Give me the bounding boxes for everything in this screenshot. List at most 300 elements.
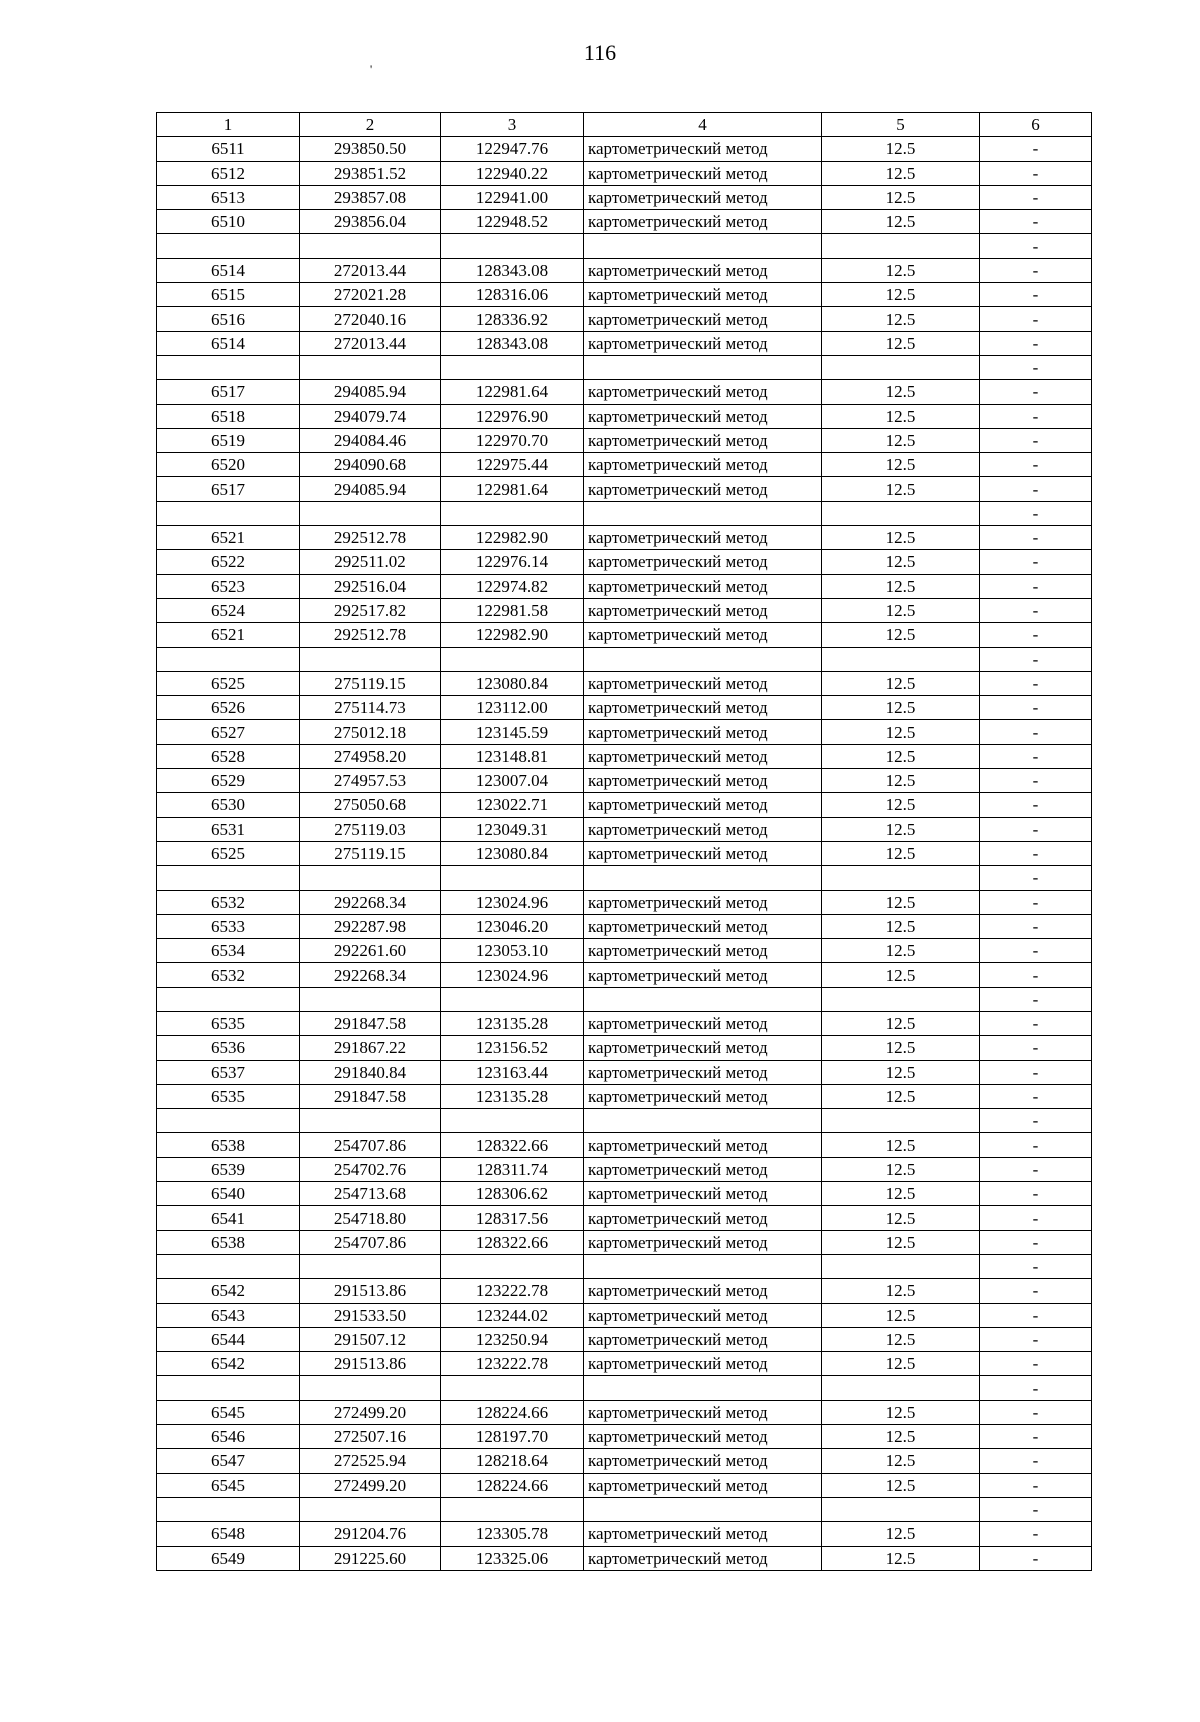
method-cell: картометрический метод <box>584 477 822 501</box>
method-cell: картометрический метод <box>584 1473 822 1497</box>
point-number-cell: 6532 <box>157 890 300 914</box>
table-row <box>157 283 1092 307</box>
point-number-cell: 6535 <box>157 1084 300 1108</box>
note-cell: - <box>980 355 1092 379</box>
note-cell: - <box>980 161 1092 185</box>
point-number-cell: 6542 <box>157 1352 300 1376</box>
accuracy-cell: 12.5 <box>822 841 980 865</box>
accuracy-cell: 12.5 <box>822 696 980 720</box>
point-number-cell: 6514 <box>157 331 300 355</box>
x-coordinate-cell <box>300 987 441 1011</box>
note-cell: - <box>980 744 1092 768</box>
method-cell <box>584 987 822 1011</box>
accuracy-cell: 12.5 <box>822 890 980 914</box>
method-cell: картометрический метод <box>584 623 822 647</box>
table-row <box>157 1352 1092 1376</box>
y-coordinate-cell: 123053.10 <box>441 939 584 963</box>
note-cell: - <box>980 1303 1092 1327</box>
point-number-cell: 6538 <box>157 1230 300 1254</box>
point-number-cell: 6542 <box>157 1279 300 1303</box>
y-coordinate-cell: 122974.82 <box>441 574 584 598</box>
table-row <box>157 1546 1092 1570</box>
table-row <box>157 1473 1092 1497</box>
x-coordinate-cell: 294079.74 <box>300 404 441 428</box>
point-number-cell: 6512 <box>157 161 300 185</box>
y-coordinate-cell <box>441 234 584 258</box>
table-row <box>157 1497 1092 1521</box>
method-cell: картометрический метод <box>584 890 822 914</box>
table-row <box>157 1109 1092 1133</box>
note-cell: - <box>980 598 1092 622</box>
x-coordinate-cell: 272021.28 <box>300 283 441 307</box>
table-row <box>157 890 1092 914</box>
table-row <box>157 720 1092 744</box>
y-coordinate-cell: 128224.66 <box>441 1473 584 1497</box>
point-number-cell <box>157 866 300 890</box>
table-row <box>157 380 1092 404</box>
method-cell: картометрический метод <box>584 963 822 987</box>
x-coordinate-cell: 294084.46 <box>300 428 441 452</box>
note-cell: - <box>980 1011 1092 1035</box>
y-coordinate-cell: 123046.20 <box>441 914 584 938</box>
y-coordinate-cell: 122976.90 <box>441 404 584 428</box>
y-coordinate-cell: 128343.08 <box>441 331 584 355</box>
table-row <box>157 696 1092 720</box>
accuracy-cell: 12.5 <box>822 914 980 938</box>
note-cell: - <box>980 1546 1092 1570</box>
accuracy-cell: 12.5 <box>822 1133 980 1157</box>
note-cell: - <box>980 793 1092 817</box>
point-number-cell: 6515 <box>157 283 300 307</box>
note-cell: - <box>980 1497 1092 1521</box>
point-number-cell: 6541 <box>157 1206 300 1230</box>
table-row <box>157 769 1092 793</box>
note-cell: - <box>980 380 1092 404</box>
x-coordinate-cell: 292268.34 <box>300 963 441 987</box>
x-coordinate-cell: 292268.34 <box>300 890 441 914</box>
note-cell: - <box>980 1157 1092 1181</box>
method-cell <box>584 1376 822 1400</box>
accuracy-cell: 12.5 <box>822 1522 980 1546</box>
note-cell: - <box>980 234 1092 258</box>
x-coordinate-cell: 272499.20 <box>300 1400 441 1424</box>
y-coordinate-cell: 128218.64 <box>441 1449 584 1473</box>
x-coordinate-cell: 275012.18 <box>300 720 441 744</box>
point-number-cell: 6544 <box>157 1327 300 1351</box>
note-cell: - <box>980 404 1092 428</box>
method-cell: картометрический метод <box>584 550 822 574</box>
column-header: 5 <box>822 113 980 137</box>
accuracy-cell: 12.5 <box>822 963 980 987</box>
note-cell: - <box>980 841 1092 865</box>
point-number-cell: 6545 <box>157 1400 300 1424</box>
accuracy-cell: 12.5 <box>822 793 980 817</box>
method-cell: картометрический метод <box>584 1084 822 1108</box>
table-row <box>157 1084 1092 1108</box>
x-coordinate-cell <box>300 647 441 671</box>
table-row <box>157 1400 1092 1424</box>
table-row <box>157 1206 1092 1230</box>
x-coordinate-cell: 293850.50 <box>300 137 441 161</box>
x-coordinate-cell: 293857.08 <box>300 185 441 209</box>
y-coordinate-cell: 123244.02 <box>441 1303 584 1327</box>
table-row <box>157 1254 1092 1278</box>
x-coordinate-cell: 254707.86 <box>300 1133 441 1157</box>
table-row <box>157 258 1092 282</box>
point-number-cell: 6513 <box>157 185 300 209</box>
method-cell: картометрический метод <box>584 1425 822 1449</box>
accuracy-cell: 12.5 <box>822 1279 980 1303</box>
method-cell: картометрический метод <box>584 1327 822 1351</box>
note-cell: - <box>980 1230 1092 1254</box>
x-coordinate-cell: 292287.98 <box>300 914 441 938</box>
y-coordinate-cell: 122970.70 <box>441 428 584 452</box>
y-coordinate-cell: 122975.44 <box>441 453 584 477</box>
point-number-cell <box>157 234 300 258</box>
accuracy-cell: 12.5 <box>822 428 980 452</box>
method-cell: картометрический метод <box>584 817 822 841</box>
y-coordinate-cell <box>441 866 584 890</box>
x-coordinate-cell: 294085.94 <box>300 477 441 501</box>
table-row <box>157 526 1092 550</box>
point-number-cell <box>157 987 300 1011</box>
y-coordinate-cell <box>441 1497 584 1521</box>
y-coordinate-cell: 123007.04 <box>441 769 584 793</box>
y-coordinate-cell: 128197.70 <box>441 1425 584 1449</box>
table-row <box>157 744 1092 768</box>
point-number-cell: 6520 <box>157 453 300 477</box>
note-cell: - <box>980 1206 1092 1230</box>
table-row <box>157 1376 1092 1400</box>
x-coordinate-cell: 254718.80 <box>300 1206 441 1230</box>
y-coordinate-cell: 128343.08 <box>441 258 584 282</box>
table-row <box>157 1449 1092 1473</box>
accuracy-cell: 12.5 <box>822 477 980 501</box>
method-cell: картометрический метод <box>584 1036 822 1060</box>
accuracy-cell: 12.5 <box>822 744 980 768</box>
x-coordinate-cell: 272013.44 <box>300 331 441 355</box>
y-coordinate-cell: 122947.76 <box>441 137 584 161</box>
accuracy-cell <box>822 501 980 525</box>
point-number-cell: 6539 <box>157 1157 300 1181</box>
table-row <box>157 1327 1092 1351</box>
note-cell: - <box>980 671 1092 695</box>
y-coordinate-cell: 122948.52 <box>441 210 584 234</box>
point-number-cell: 6524 <box>157 598 300 622</box>
point-number-cell: 6511 <box>157 137 300 161</box>
accuracy-cell: 12.5 <box>822 307 980 331</box>
method-cell: картометрический метод <box>584 428 822 452</box>
method-cell: картометрический метод <box>584 744 822 768</box>
method-cell: картометрический метод <box>584 185 822 209</box>
accuracy-cell: 12.5 <box>822 1206 980 1230</box>
note-cell: - <box>980 939 1092 963</box>
method-cell: картометрический метод <box>584 1522 822 1546</box>
table-row <box>157 1036 1092 1060</box>
table-row <box>157 914 1092 938</box>
y-coordinate-cell: 123024.96 <box>441 890 584 914</box>
accuracy-cell: 12.5 <box>822 185 980 209</box>
accuracy-cell <box>822 647 980 671</box>
y-coordinate-cell: 122981.64 <box>441 380 584 404</box>
table-row <box>157 1157 1092 1181</box>
accuracy-cell: 12.5 <box>822 161 980 185</box>
point-number-cell: 6536 <box>157 1036 300 1060</box>
method-cell: картометрический метод <box>584 1449 822 1473</box>
accuracy-cell <box>822 1109 980 1133</box>
method-cell: картометрический метод <box>584 574 822 598</box>
table-row <box>157 355 1092 379</box>
y-coordinate-cell: 122982.90 <box>441 526 584 550</box>
x-coordinate-cell: 272499.20 <box>300 1473 441 1497</box>
accuracy-cell: 12.5 <box>822 258 980 282</box>
method-cell: картометрический метод <box>584 1157 822 1181</box>
y-coordinate-cell: 122941.00 <box>441 185 584 209</box>
method-cell: картометрический метод <box>584 1011 822 1035</box>
accuracy-cell <box>822 987 980 1011</box>
accuracy-cell: 12.5 <box>822 817 980 841</box>
y-coordinate-cell <box>441 501 584 525</box>
accuracy-cell: 12.5 <box>822 720 980 744</box>
point-number-cell <box>157 501 300 525</box>
method-cell <box>584 1254 822 1278</box>
y-coordinate-cell: 128322.66 <box>441 1230 584 1254</box>
method-cell: картометрический метод <box>584 793 822 817</box>
accuracy-cell: 12.5 <box>822 671 980 695</box>
table-row <box>157 1182 1092 1206</box>
method-cell: картометрический метод <box>584 1230 822 1254</box>
method-cell: картометрический метод <box>584 380 822 404</box>
x-coordinate-cell: 254713.68 <box>300 1182 441 1206</box>
x-coordinate-cell: 274957.53 <box>300 769 441 793</box>
method-cell: картометрический метод <box>584 283 822 307</box>
table-row <box>157 939 1092 963</box>
table-row <box>157 1279 1092 1303</box>
point-number-cell: 6522 <box>157 550 300 574</box>
table-row <box>157 1303 1092 1327</box>
x-coordinate-cell: 291513.86 <box>300 1279 441 1303</box>
point-number-cell: 6543 <box>157 1303 300 1327</box>
x-coordinate-cell <box>300 501 441 525</box>
table-row <box>157 1060 1092 1084</box>
x-coordinate-cell: 294085.94 <box>300 380 441 404</box>
scan-tick-mark: ' <box>370 62 373 76</box>
x-coordinate-cell: 292512.78 <box>300 623 441 647</box>
method-cell <box>584 234 822 258</box>
table-body <box>157 137 1092 1571</box>
accuracy-cell <box>822 1254 980 1278</box>
point-number-cell: 6548 <box>157 1522 300 1546</box>
y-coordinate-cell: 122976.14 <box>441 550 584 574</box>
point-number-cell: 6526 <box>157 696 300 720</box>
accuracy-cell: 12.5 <box>822 526 980 550</box>
note-cell: - <box>980 647 1092 671</box>
y-coordinate-cell: 123163.44 <box>441 1060 584 1084</box>
method-cell: картометрический метод <box>584 1279 822 1303</box>
method-cell <box>584 1109 822 1133</box>
x-coordinate-cell: 291513.86 <box>300 1352 441 1376</box>
note-cell: - <box>980 696 1092 720</box>
point-number-cell: 6525 <box>157 671 300 695</box>
accuracy-cell: 12.5 <box>822 1352 980 1376</box>
accuracy-cell: 12.5 <box>822 283 980 307</box>
x-coordinate-cell <box>300 355 441 379</box>
accuracy-cell: 12.5 <box>822 1327 980 1351</box>
x-coordinate-cell: 291847.58 <box>300 1084 441 1108</box>
method-cell: картометрический метод <box>584 404 822 428</box>
y-coordinate-cell: 123049.31 <box>441 817 584 841</box>
point-number-cell: 6534 <box>157 939 300 963</box>
y-coordinate-cell: 128311.74 <box>441 1157 584 1181</box>
note-cell: - <box>980 1425 1092 1449</box>
y-coordinate-cell: 122940.22 <box>441 161 584 185</box>
point-number-cell: 6533 <box>157 914 300 938</box>
y-coordinate-cell: 123024.96 <box>441 963 584 987</box>
y-coordinate-cell <box>441 1254 584 1278</box>
table-row <box>157 161 1092 185</box>
point-number-cell: 6516 <box>157 307 300 331</box>
table-row <box>157 1133 1092 1157</box>
x-coordinate-cell: 292511.02 <box>300 550 441 574</box>
method-cell: картометрический метод <box>584 769 822 793</box>
point-number-cell: 6529 <box>157 769 300 793</box>
note-cell: - <box>980 1376 1092 1400</box>
accuracy-cell: 12.5 <box>822 939 980 963</box>
y-coordinate-cell: 128316.06 <box>441 283 584 307</box>
column-header: 2 <box>300 113 441 137</box>
point-number-cell: 6523 <box>157 574 300 598</box>
table-row <box>157 234 1092 258</box>
note-cell: - <box>980 1254 1092 1278</box>
x-coordinate-cell: 291225.60 <box>300 1546 441 1570</box>
table-row <box>157 453 1092 477</box>
method-cell: картометрический метод <box>584 307 822 331</box>
x-coordinate-cell <box>300 1254 441 1278</box>
accuracy-cell: 12.5 <box>822 1400 980 1424</box>
table-row <box>157 1425 1092 1449</box>
point-number-cell: 6527 <box>157 720 300 744</box>
method-cell: картометрический метод <box>584 696 822 720</box>
x-coordinate-cell: 272013.44 <box>300 258 441 282</box>
accuracy-cell: 12.5 <box>822 1084 980 1108</box>
accuracy-cell: 12.5 <box>822 1182 980 1206</box>
x-coordinate-cell: 275050.68 <box>300 793 441 817</box>
point-number-cell: 6531 <box>157 817 300 841</box>
accuracy-cell: 12.5 <box>822 1425 980 1449</box>
table-row <box>157 963 1092 987</box>
table-row <box>157 1230 1092 1254</box>
point-number-cell: 6546 <box>157 1425 300 1449</box>
column-header: 3 <box>441 113 584 137</box>
note-cell: - <box>980 428 1092 452</box>
table-row <box>157 404 1092 428</box>
y-coordinate-cell: 123145.59 <box>441 720 584 744</box>
note-cell: - <box>980 185 1092 209</box>
table-row <box>157 428 1092 452</box>
x-coordinate-cell: 275119.03 <box>300 817 441 841</box>
table-row <box>157 671 1092 695</box>
point-number-cell: 6538 <box>157 1133 300 1157</box>
point-number-cell: 6537 <box>157 1060 300 1084</box>
accuracy-cell: 12.5 <box>822 404 980 428</box>
point-number-cell: 6549 <box>157 1546 300 1570</box>
table-row <box>157 210 1092 234</box>
y-coordinate-cell <box>441 1109 584 1133</box>
table-row <box>157 501 1092 525</box>
table-row <box>157 647 1092 671</box>
note-cell: - <box>980 1352 1092 1376</box>
point-number-cell <box>157 1254 300 1278</box>
x-coordinate-cell: 291867.22 <box>300 1036 441 1060</box>
method-cell <box>584 1497 822 1521</box>
note-cell: - <box>980 258 1092 282</box>
method-cell: картометрический метод <box>584 914 822 938</box>
point-number-cell: 6535 <box>157 1011 300 1035</box>
y-coordinate-cell: 128322.66 <box>441 1133 584 1157</box>
note-cell: - <box>980 1449 1092 1473</box>
method-cell: картометрический метод <box>584 1303 822 1327</box>
x-coordinate-cell: 292512.78 <box>300 526 441 550</box>
table-row <box>157 598 1092 622</box>
method-cell: картометрический метод <box>584 841 822 865</box>
table-row <box>157 477 1092 501</box>
note-cell: - <box>980 963 1092 987</box>
point-number-cell <box>157 1109 300 1133</box>
point-number-cell: 6532 <box>157 963 300 987</box>
x-coordinate-cell: 291507.12 <box>300 1327 441 1351</box>
table-row <box>157 331 1092 355</box>
method-cell <box>584 501 822 525</box>
note-cell: - <box>980 817 1092 841</box>
point-number-cell: 6514 <box>157 258 300 282</box>
note-cell: - <box>980 477 1092 501</box>
accuracy-cell: 12.5 <box>822 1449 980 1473</box>
method-cell: картометрический метод <box>584 720 822 744</box>
x-coordinate-cell: 272525.94 <box>300 1449 441 1473</box>
accuracy-cell <box>822 866 980 890</box>
note-cell: - <box>980 720 1092 744</box>
table-row <box>157 1011 1092 1035</box>
y-coordinate-cell: 123112.00 <box>441 696 584 720</box>
y-coordinate-cell: 122981.58 <box>441 598 584 622</box>
x-coordinate-cell: 292517.82 <box>300 598 441 622</box>
y-coordinate-cell <box>441 987 584 1011</box>
table-row <box>157 817 1092 841</box>
x-coordinate-cell: 275119.15 <box>300 841 441 865</box>
note-cell: - <box>980 866 1092 890</box>
y-coordinate-cell: 123250.94 <box>441 1327 584 1351</box>
x-coordinate-cell: 275114.73 <box>300 696 441 720</box>
accuracy-cell: 12.5 <box>822 574 980 598</box>
accuracy-cell: 12.5 <box>822 1036 980 1060</box>
note-cell: - <box>980 331 1092 355</box>
table-row <box>157 185 1092 209</box>
note-cell: - <box>980 987 1092 1011</box>
method-cell <box>584 647 822 671</box>
point-number-cell <box>157 647 300 671</box>
table-header-row <box>157 113 1092 137</box>
accuracy-cell: 12.5 <box>822 623 980 647</box>
accuracy-cell: 12.5 <box>822 1473 980 1497</box>
method-cell: картометрический метод <box>584 1060 822 1084</box>
method-cell: картометрический метод <box>584 161 822 185</box>
point-number-cell: 6545 <box>157 1473 300 1497</box>
y-coordinate-cell: 123156.52 <box>441 1036 584 1060</box>
y-coordinate-cell: 123325.06 <box>441 1546 584 1570</box>
point-number-cell: 6518 <box>157 404 300 428</box>
note-cell: - <box>980 769 1092 793</box>
y-coordinate-cell: 122981.64 <box>441 477 584 501</box>
